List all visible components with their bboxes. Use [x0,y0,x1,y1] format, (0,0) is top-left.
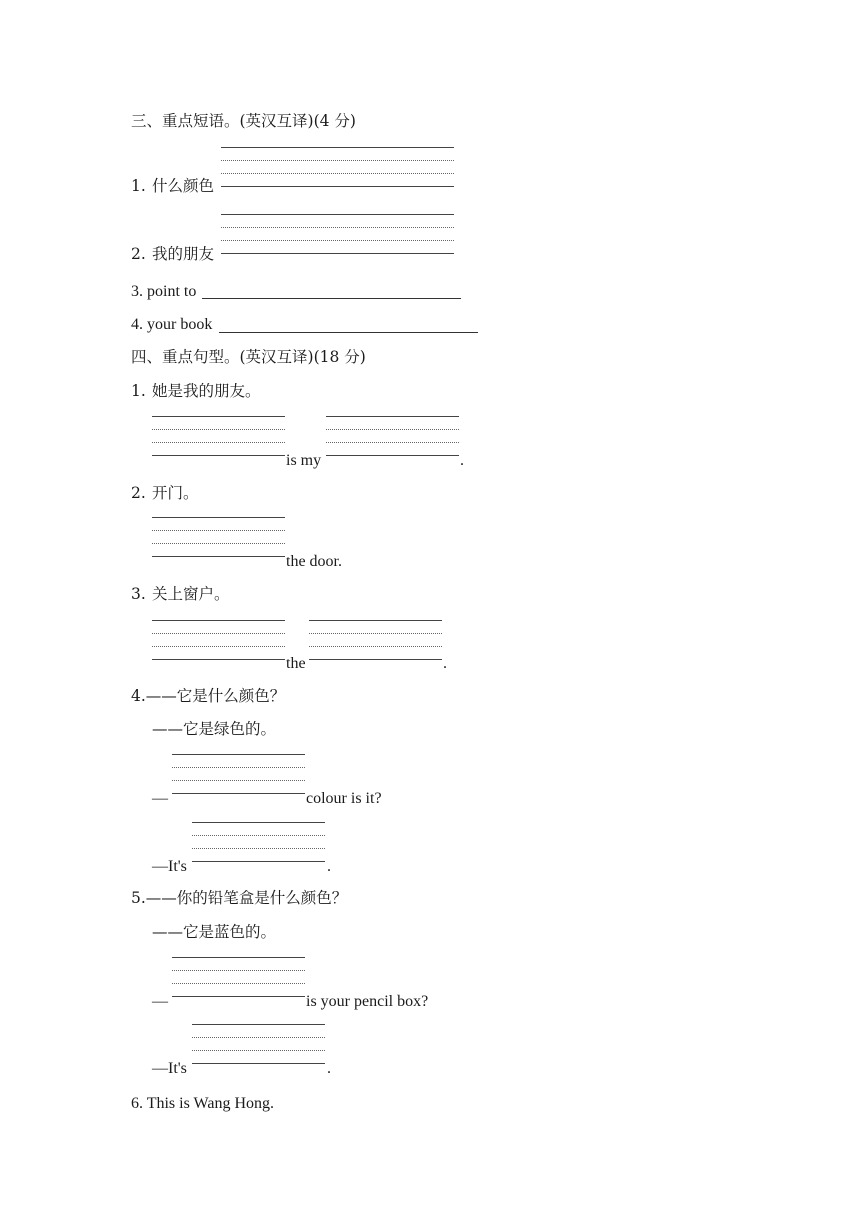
sentence-punctuation: . [460,452,464,469]
sentence-text: —It's [152,858,187,875]
dialogue-reply: ——它是蓝色的。 [152,923,277,941]
section3-heading: 三、重点短语。(英汉互译)(4 分) [131,112,356,130]
phrase-prompt: 4. your book [131,316,213,333]
phrase-prompt: 我的朋友 [152,245,215,263]
dialogue-reply: ——它是绿色的。 [152,720,277,738]
sentence-punctuation: . [443,655,447,672]
item-number: 1. [131,382,146,400]
dialogue-prompt: 4.——它是什么颜色？ [131,687,286,705]
sentence-prompt: 6. This is Wang Hong. [131,1095,275,1112]
item-number: 1. [131,177,146,195]
answer-grid[interactable] [221,147,454,187]
answer-grid[interactable] [152,620,285,660]
item-number: 2. [131,245,146,263]
dialogue-prompt: 5.——你的铅笔盒是什么颜色？ [131,889,348,907]
answer-grid[interactable] [172,957,305,997]
answer-grid[interactable] [192,822,325,862]
answer-grid[interactable] [172,754,305,794]
phrase-prompt: 3. point to [131,283,197,300]
sentence-text: the [286,655,306,672]
sentence-text: is your pencil box? [306,993,429,1010]
answer-grid[interactable] [152,416,285,456]
sentence-text: the door. [286,553,342,570]
sentence-text: colour is it? [306,790,382,807]
item-number: 3. [131,585,146,603]
answer-grid[interactable] [309,620,442,660]
answer-grid[interactable] [326,416,459,456]
answer-grid[interactable] [221,214,454,254]
sentence-punctuation: . [327,1060,331,1077]
sentence-text: is my [286,452,322,469]
answer-line[interactable] [219,332,478,333]
dialogue-dash: — [152,993,168,1010]
answer-grid[interactable] [152,517,285,557]
sentence-punctuation: . [327,858,331,875]
sentence-prompt: 她是我的朋友。 [152,382,261,400]
item-number: 2. [131,484,146,502]
sentence-prompt: 开门。 [152,484,199,502]
sentence-prompt: 关上窗户。 [152,585,230,603]
answer-grid[interactable] [192,1024,325,1064]
section4-heading: 四、重点句型。(英汉互译)(18 分) [131,348,366,366]
answer-line[interactable] [202,298,461,299]
sentence-text: —It's [152,1060,187,1077]
phrase-prompt: 什么颜色 [152,177,215,195]
dialogue-dash: — [152,790,168,807]
